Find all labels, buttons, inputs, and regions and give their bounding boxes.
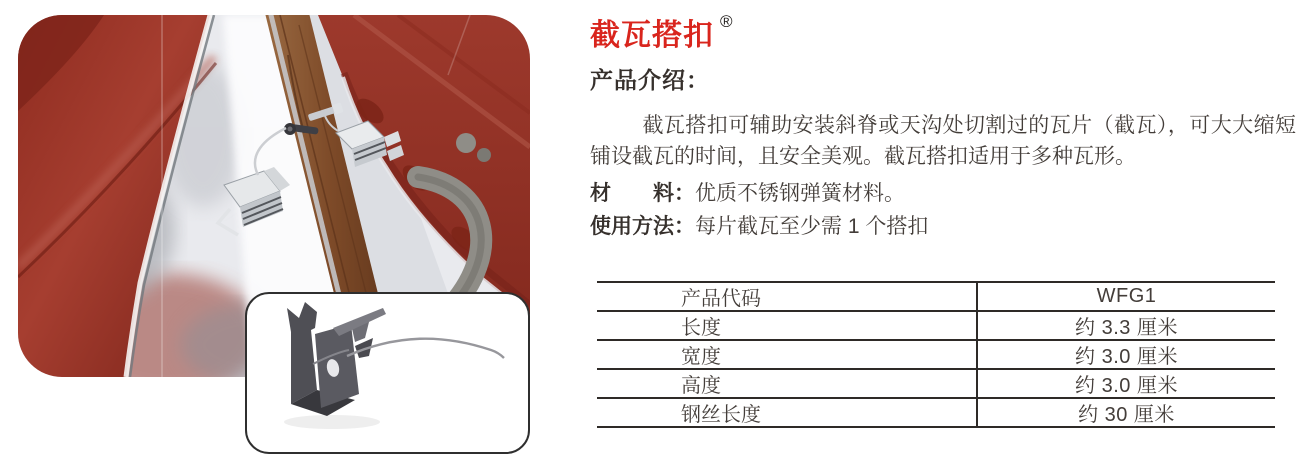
spec-name-cell: 钢丝长度: [597, 399, 978, 426]
usage-label: 使用方法：: [590, 215, 695, 238]
table-row: [597, 341, 1275, 370]
spec-value-cell: WFG1: [1096, 285, 1157, 307]
spec-value-cell: 约 30 厘米: [1078, 404, 1175, 426]
product-title: 截瓦搭扣: [590, 19, 714, 52]
spec-name-cell: 宽度: [597, 341, 978, 368]
table-row: [597, 399, 1275, 428]
material-line: [590, 177, 928, 210]
spec-table: [597, 281, 1275, 428]
spec-name-cell: 长度: [597, 312, 978, 339]
spec-name-cell: 产品代码: [597, 283, 978, 310]
spec-lines: [590, 177, 928, 243]
tile-clip-closeup-image: [247, 294, 528, 452]
usage-line: [590, 210, 928, 243]
intro-paragraph: 截瓦搭扣可辅助安装斜脊或天沟处切割过的瓦片（截瓦），可大大缩短铺设截瓦的时间，且安全美观。截瓦搭扣适用于多种瓦形。: [590, 114, 1296, 168]
table-row: [597, 283, 1275, 312]
product-title-row: [590, 12, 733, 55]
product-closeup-inset: [245, 292, 530, 454]
spec-name-cell: 高度: [597, 370, 978, 397]
material-label: 材 料：: [590, 182, 695, 205]
intro-heading: 产品介绍：: [590, 67, 710, 93]
usage-value: 每片截瓦至少需 1 个搭扣: [695, 215, 929, 238]
table-row: [597, 312, 1275, 341]
registered-trademark-symbol: ®: [720, 12, 733, 31]
material-value: 优质不锈钢弹簧材料。: [695, 182, 905, 205]
spec-value-cell: 约 3.0 厘米: [1075, 375, 1178, 397]
table-row: [597, 370, 1275, 399]
spec-value-cell: 约 3.0 厘米: [1075, 346, 1178, 368]
spec-value-cell: 约 3.3 厘米: [1075, 317, 1178, 339]
